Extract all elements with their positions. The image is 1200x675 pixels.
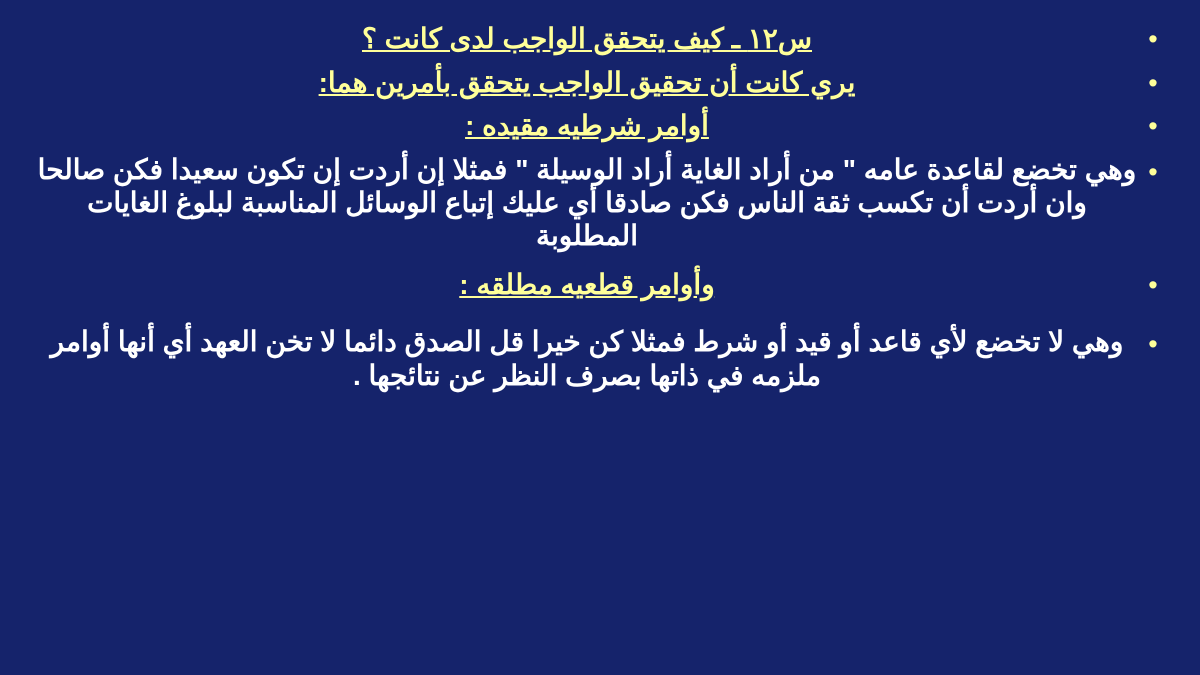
heading-conditional-orders: أوامر شرطيه مقيده : [465, 110, 709, 142]
bullet-point-icon: • [1148, 329, 1158, 360]
bullet-point-icon: • [1148, 24, 1158, 54]
spacer [34, 311, 1166, 321]
question-line: س١٢ ـ كيف يتحقق الواجب لدى كانت ؟ [361, 23, 813, 54]
list-item-answer-intro [34, 66, 1166, 100]
list-item-heading-absolute [34, 268, 1166, 302]
list-item-paragraph-conditional [34, 153, 1166, 252]
bullet-point-icon: • [1148, 111, 1158, 142]
paragraph-conditional-orders: وهي تخضع لقاعدة عامه " من أراد الغاية أراد الوسيلة " فمثلا إن أردت إن تكون سعيدا فكن صالحا وان أردت أن تكسب ثقة الناس فكن صادقا أي عليك إتباع الوسائل المناسبة لبلوغ الغايات المطلوبة [37, 153, 1137, 251]
list-item-question [34, 22, 1166, 56]
paragraph-absolute-orders: وهي لا تخضع لأي قاعد أو قيد أو شرط فمثلا كن خيرا قل الصدق دائما لا تخن العهد أي أنها أوامر ملزمه في ذاتها بصرف النظر عن نتائجها . [50, 326, 1124, 391]
spacer [34, 258, 1166, 268]
list-item-heading-conditional [34, 109, 1166, 143]
answer-intro-line: يري كانت أن تحقيق الواجب يتحقق بأمرين هما: [318, 66, 856, 98]
list-item-paragraph-absolute [34, 325, 1166, 391]
bullet-list [34, 22, 1166, 392]
bullet-point-icon: • [1148, 156, 1158, 187]
bullet-point-icon: • [1148, 67, 1158, 98]
bullet-point-icon: • [1148, 269, 1158, 300]
heading-absolute-orders: وأوامر قطعيه مطلقه : [459, 268, 715, 300]
